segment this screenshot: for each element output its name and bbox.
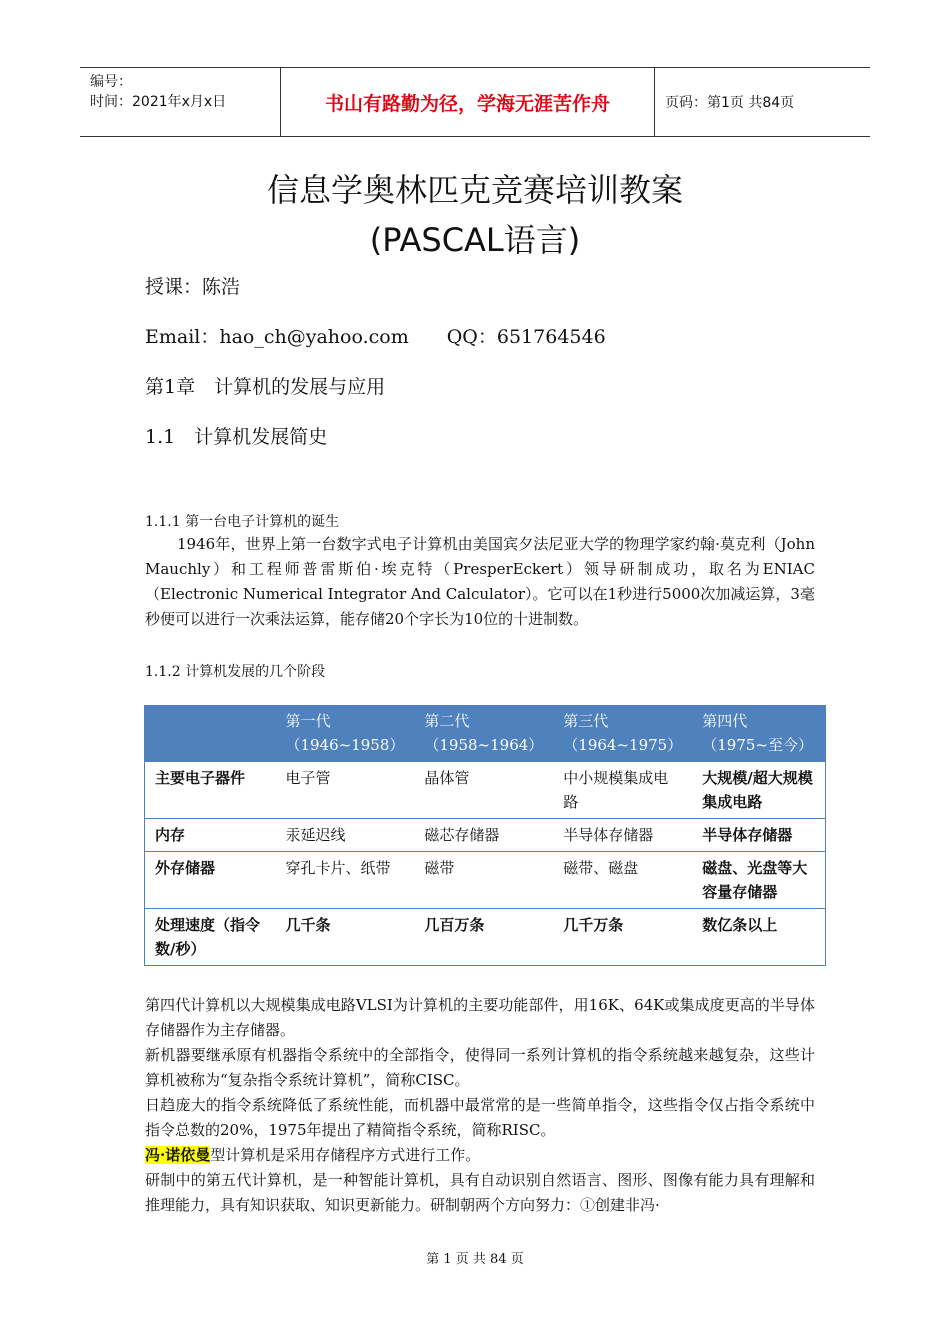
table-header-row (145, 705, 826, 762)
table-header-cell: 第三代 （1964~1975） (553, 705, 692, 762)
table-header-cell: 第二代 （1958~1964） (414, 705, 553, 762)
table-cell: 半导体存储器 (553, 819, 692, 852)
paragraph-fifth-gen: 研制中的第五代计算机，是一种智能计算机，具有自动识别自然语言、图形、图像有能力具有理解和推理能力，具有知识获取、知识更新能力。研制朝两个方向努力：①创建非冯· (145, 1171, 815, 1214)
generation-table (144, 705, 826, 966)
table-cell: 半导体存储器 (692, 819, 825, 852)
table-cell: 内存 (145, 819, 276, 852)
table-cell: 外存储器 (145, 852, 276, 909)
table-cell: 几千条 (275, 909, 414, 966)
table-cell: 磁盘、光盘等大容量存储器 (692, 852, 825, 909)
subsection-1: 1.1.1 第一台电子计算机的诞生 (145, 514, 340, 530)
table-cell: 磁带、磁盘 (553, 852, 692, 909)
table-row (145, 819, 826, 852)
header-page-info: 页码：第1页 共84页 (665, 95, 795, 111)
table-header-cell (145, 705, 276, 762)
table-cell: 电子管 (275, 762, 414, 819)
paragraph-cisc: 新机器要继承原有机器指令系统中的全部指令，使得同一系列计算机的指令系统越来越复杂，这些计算机被称为“复杂指令系统计算机”，简称CISC。 (145, 1046, 815, 1089)
paragraph-von-neumann (145, 1143, 815, 1168)
doc-subtitle: (PASCAL语言) (369, 221, 581, 259)
highlighted-term: 冯·诺依曼 (145, 1146, 211, 1164)
header-motto: 书山有路勤为径，学海无涯苦作舟 (280, 68, 655, 136)
header-meta (90, 72, 226, 112)
table-row (145, 762, 826, 819)
page-header (80, 67, 870, 137)
section-heading: 1.1 计算机发展简史 (145, 426, 328, 448)
paragraph-text: 型计算机是采用存储程序方式进行工作。 (210, 1146, 481, 1164)
table-cell: 穿孔卡片、纸带 (275, 852, 414, 909)
table-cell: 磁带 (414, 852, 553, 909)
doc-title: 信息学奥林匹克竞赛培训教案 (266, 171, 683, 209)
table-cell: 中小规模集成电路 (553, 762, 692, 819)
number-label: 编号： (90, 74, 132, 90)
table-cell: 晶体管 (414, 762, 553, 819)
table-cell: 汞延迟线 (275, 819, 414, 852)
time-label: 时间：2021年x月x日 (90, 94, 227, 110)
table-cell: 数亿条以上 (692, 909, 825, 966)
table-cell: 几千万条 (553, 909, 692, 966)
table-cell: 几百万条 (414, 909, 553, 966)
paragraph-risc: 日趋庞大的指令系统降低了系统性能，而机器中最常常的是一些简单指令，这些指令仅占指令系统中指令总数的20%，1975年提出了精简指令系统，简称RISC。 (145, 1096, 815, 1139)
subsection-2: 1.1.2 计算机发展的几个阶段 (145, 664, 326, 680)
table-row (145, 909, 826, 966)
paragraph-eniac: 1946年，世界上第一台数字式电子计算机由美国宾夕法尼亚大学的物理学家约翰·莫克利（John Mauchly）和工程师普雷斯伯·埃克特（PresperEckert）领导研制成功，取名为ENIAC（Electronic Numerical Integrator And Calculator）。它可以在1秒进行5000次加减运算，3毫秒便可以进行一次乘法运算，能存储20个字长为10位的十进制数。 (145, 535, 815, 628)
table-row (145, 852, 826, 909)
table-header-cell: 第四代 （1975~至今） (692, 705, 825, 762)
author: 授课：陈浩 (145, 276, 241, 298)
table-cell: 磁芯存储器 (414, 819, 553, 852)
paragraph-fourth-gen: 第四代计算机以大规模集成电路VLSI为计算机的主要功能部件，用16K、64K或集成度更高的半导体存储器作为主存储器。 (145, 996, 815, 1039)
table-header-cell: 第一代 （1946~1958） (275, 705, 414, 762)
contact: Email：hao_ch@yahoo.com QQ：651764546 (145, 326, 606, 348)
chapter-heading: 第1章 计算机的发展与应用 (145, 376, 386, 398)
page-footer: 第 1 页 共 84 页 (426, 1252, 524, 1267)
table-cell: 大规模/超大规模集成电路 (692, 762, 825, 819)
table-cell: 主要电子器件 (145, 762, 276, 819)
table-cell: 处理速度（指令数/秒） (145, 909, 276, 966)
